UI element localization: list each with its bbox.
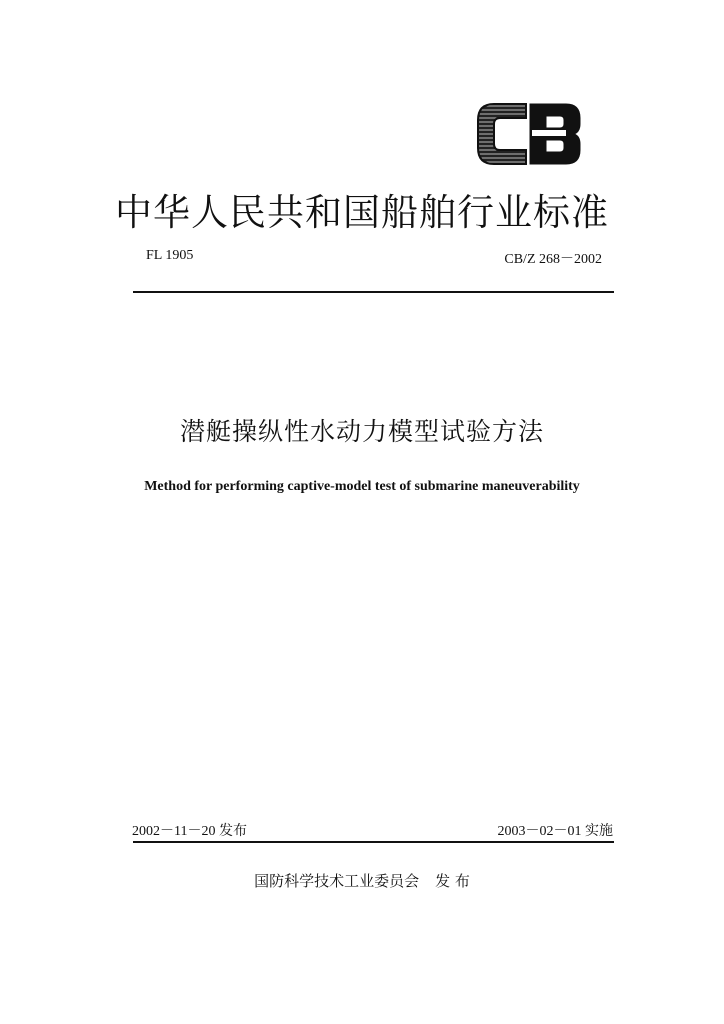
english-title: Method for performing captive-model test of submarine maneuverability	[144, 479, 580, 494]
chinese-title: 潜艇操纵性水动力模型试验方法	[179, 417, 544, 446]
publisher-line	[0, 870, 724, 891]
header-divider	[133, 291, 614, 293]
footer-divider	[133, 841, 614, 843]
standard-number: CB/Z 268－2002	[504, 252, 602, 267]
cb-logo-icon	[474, 100, 584, 168]
classification-code: FL 1905	[146, 248, 194, 263]
issue-date: 2002－11－20 发布	[132, 824, 247, 839]
publisher-action: 发 布	[435, 872, 470, 890]
implementation-date: 2003－02－01 实施	[497, 824, 613, 839]
org-title: 中华人民共和国船舶行业标准	[115, 191, 609, 234]
publisher-name: 国防科学技术工业委员会	[254, 872, 420, 890]
